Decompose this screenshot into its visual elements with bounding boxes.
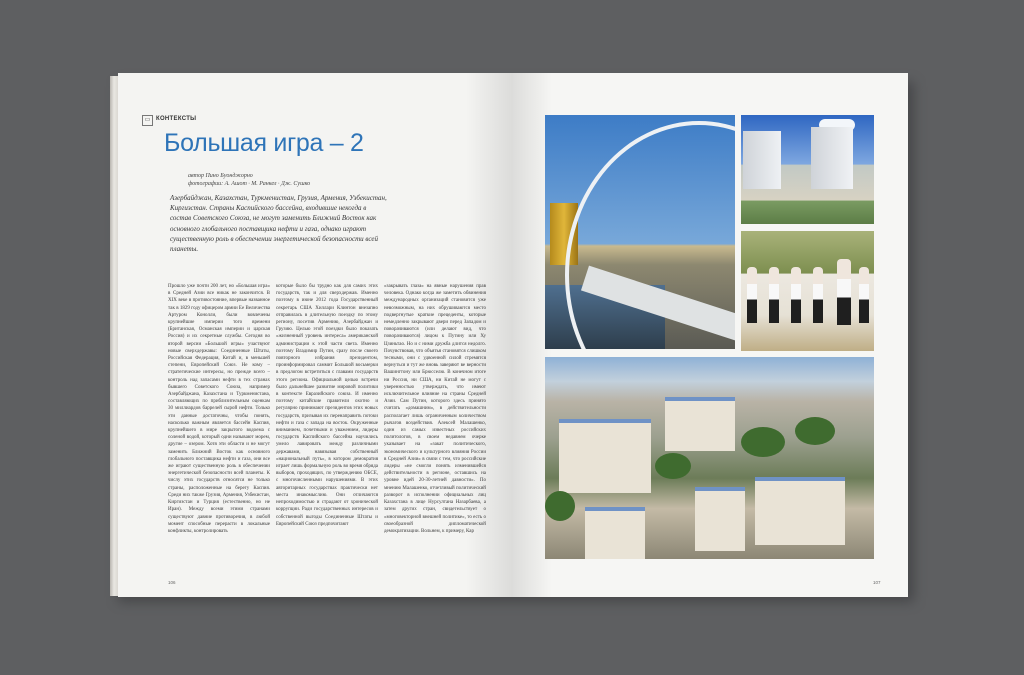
byline-photos: фотографии: А. Ашот · М. Ранкел · Дж. Сушко — [188, 181, 311, 187]
article-title: Большая игра – 2 — [164, 129, 364, 157]
text-column-2: которые было бы трудно как для самих этих государств, так и для сверхдержав. Именно поэтому в июне 2012 года Государственный секретарь США Хиллари Клинтон внезапно отправилась в длительную поездку по этому региону, посетив Армению, Азербайджан и Грузию. Целью этой поездки было показать «жизненный уровень интереса» американской администрации к этой части света. Именно поэтому Владимир Путин, сразу после своего повторного избрания президентом, проинформировал саммит Большой восьмерки в предлогом встретиться с главами государств этого региона. Официальной целью встречи было дальнейшее развитие мировой политики в контексте Евразийского союза. И именно поэтому китайские правители охотно и регулярно принимают президентов этих новых государств, призывая их перенаправить потоки нефти и газа с запада на восток. Окруженные вниманием, почетными и уважением, лидеры государств Каспийского бассейна научились умело лавировать между различными державами, навязывая собственный «национальный путь», в котором демократия играет лишь формальную роль во время обряда выборов, проходящих, по утверждению ОБСЕ, с многочисленными нарушениями. В этих авторитарных государствах практически нет места инакомыслию. Они отличаются непроходимостью и страдают от хронической коррупции. Ради государственных интересов и собственной выгоды Соединенные Штаты и Европейский Союз предпочитают — [276, 284, 378, 527]
lead-paragraph: Азербайджан, Казахстан, Туркменистан, Грузия, Армения, Узбекистан, Киргизстан. Страны Каспийского бассейна, входившие некогда в состав Советского Союза, не могут заменить Ближний Восток как основного глобального поставщика нефти и газа, однако играют существенную роль в обеспечении энергетической безопасности всей планеты. — [170, 194, 387, 254]
buildings-photo — [741, 115, 874, 224]
section-label: КОНТЕКСТЫ — [156, 116, 197, 122]
text-column-3: «закрывать глаза» на явные нарушения прав человека. Однако когда же заметить обвинения международных организаций становится уже невозможным, на них обрушиваются место подвергнутые краткие прецеденты, которые немедленно закрывают двери перед Западом и поворачиваются (или делают вид, что поворачиваются) лицом к Путину или Ху Цзиньтао. Но и с ними дружба длится недолго. Почувствовав, что объятья становятся слишком тесными, они с удвоенной силой стремятся вернуться и тут же вновь заверяют ве верности Вашингтону или Брюсселю. В конечном итоге ни Россия, ни США, ни Китай не могут с уверенностью утверждать, что имеют исключительное влияние на страны Средней Азии. Сам Путин, которого здесь принято считать «домашним», в действительности располагает лишь ограниченным количеством рычагов воздействия. Алексей Малашенко, один из самых известных российских политологов, в своем недавнем очерке указывает на «закат политического, экономического и культурного влияния России в Средней Азии» в связи с тем, что российские лидеры «не смогли понять изменившейся действительности в регионе, оставшись на уровне идей 20-30-летней давности». По мнению Малашенко, отчетливый политический разворот в исполнении официальных лиц Казахстана в лице Нурсултана Назарбаева, а затем других стран, свидетельствует о «многовекторной внешней политике», то есть о своеобразной дипломатической демократизации. Вольнем, к примеру, Кар — [384, 284, 486, 534]
cityscape-photo — [545, 357, 874, 559]
byline-author: автор Пино Буонджорно — [188, 173, 253, 179]
students-photo — [741, 231, 874, 351]
text-column-1: Прошло уже почти 200 лет, но «Большая игра» в Средней Азии все никак не закончится. В XIX веке в противостояние, впервые названное так в 1829 году офицером армии Ее Величества Артуром Конолли, были вовлечены крупнейшие империи того времени (Британская, Османская империи и царская Россия) и их секретные службы. Сегодня во второй версии «Большой игры» участвуют новые сверхдержавы: Соединенные Штаты, Российская Федерация, Китай и, в меньшей степени, Европейский Союз. Не кому – стратегические интересы, но прежде всего – контроль над запасами нефти в тех странах бывшего Советского Союза, например Азербайджана, Казахстана и Туркменистана, составляющих по приблизительным оценкам 30 миллиардов баррелей сырой нефти. Только эти данные достаточны, чтобы понять, насколько важным является бассейн Каспия, крупнейшего в мире закрытого водоема с соленой водой, который одни называют морем, другие – озером. Хотя эти области и не могут заменить Ближний Восток как основного глобального поставщика нефти и газа, они все же играют существенную роль в обеспечении энергетической безопасности всей планеты. К числу этих государств относятся не только страны, расположенные на берегу Каспия. Среди них также Грузия, Армения, Узбекистан, Киргизстан и Турция (естественно, но не Иран). Между всеми этими странами существуют давние противоречия, в любой момент способные перерасти в локальные конфликты, контролировать — [168, 284, 270, 534]
left-page — [118, 73, 513, 597]
page-number-right: 107 — [873, 580, 881, 585]
byline — [188, 172, 310, 188]
book-icon: ▭ — [142, 115, 153, 126]
page-number-left: 106 — [168, 580, 176, 585]
bridge-photo — [545, 115, 735, 349]
right-page — [513, 73, 908, 597]
